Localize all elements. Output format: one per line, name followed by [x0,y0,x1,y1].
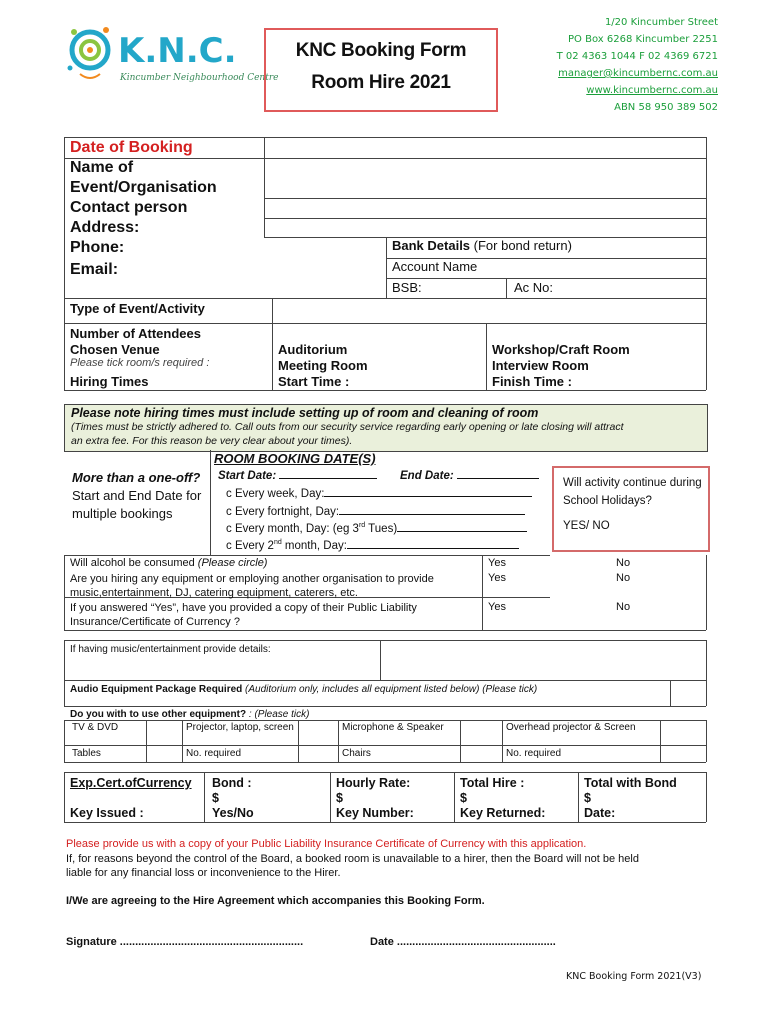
tv-dvd-tick[interactable] [148,722,180,744]
total-hire-label: Total Hire : $ Key Returned: [460,776,546,820]
equipment-no[interactable]: No [616,572,631,584]
key-issued-label: Key Issued : [70,806,144,820]
music-details-field[interactable] [382,642,704,679]
date-of-booking-field[interactable] [266,139,704,157]
tables-option: Tables [72,748,101,759]
bsb-label: BSB: [392,280,422,295]
hiring-times-label: Hiring Times [70,374,149,389]
account-name-label: Account Name [392,259,478,274]
school-holidays-question: Will activity continue during School Holidays? [563,477,702,507]
board-note-2: liable for any financial loss or inconvenience to the Hirer. [66,867,341,879]
phone-label: Phone: [70,239,125,256]
equipment-question: Are you hiring any equipment or employing another organisation to provide music,entertainment, DJ, catering equipment, caterers, etc. [70,573,434,599]
cert-of-currency-label: Exp.Cert.ofCurrency [70,776,192,790]
type-of-event-label: Type of Event/Activity [70,301,205,316]
insurance-yes[interactable]: Yes [488,601,506,613]
bond-label: Bond : $ Yes/No [212,776,254,820]
bank-details-label: Bank Details (For bond return) [392,238,572,253]
alcohol-yes[interactable]: Yes [488,557,506,569]
insurance-no[interactable]: No [616,601,631,613]
school-holidays-yes-no[interactable]: YES/ NO [563,520,610,532]
ac-no-label: Ac No: [514,280,554,295]
tick-note: Please tick room/s required : [70,357,210,369]
music-details-label: If having music/entertainment provide details: [70,644,271,655]
auditorium-option[interactable]: Auditorium [278,342,348,357]
start-end-label-1: Start and End Date for [72,488,202,503]
address-abn: ABN 58 950 389 502 [614,102,718,113]
overhead-option: Overhead projector & Screen [506,722,636,733]
agreement-statement: I/We are agreeing to the Hire Agreement which accompanies this Booking Form. [66,895,485,907]
microphone-tick[interactable] [462,722,500,744]
end-date-label: End Date: [400,470,539,482]
every-2nd-month-option[interactable]: c Every 2nd month, Day: [226,539,519,552]
contact-person-label: Contact person [70,199,188,216]
microphone-option: Microphone & Speaker [342,722,444,733]
svg-text:Kincumber Neighbourhood Centre: Kincumber Neighbourhood Centre [120,73,279,83]
hiring-note-box [64,404,708,452]
address-po-box: PO Box 6268 Kincumber 2251 [568,34,718,45]
date-of-booking-label: Date of Booking [70,139,193,156]
interview-room-option[interactable]: Interview Room [492,358,589,373]
every-month-option[interactable]: c Every month, Day: (eg 3rd Tues) [226,522,527,535]
meeting-room-option[interactable]: Meeting Room [278,358,368,373]
address-website[interactable]: www.kincumbernc.com.au [586,85,718,96]
address-block [557,14,718,116]
audio-package-tick[interactable] [672,682,704,704]
address-phone: T 02 4363 1044 F 02 4369 6721 [556,51,718,62]
form-title: KNC Booking Form [295,40,467,61]
form-title-box [264,28,498,112]
finish-time-label: Finish Time : [492,374,572,389]
every-week-option[interactable]: c Every week, Day: [226,488,532,500]
tables-no-required[interactable]: No. required [186,748,242,759]
alcohol-question: Will alcohol be consumed (Please circle) [70,557,268,569]
tv-dvd-option: TV & DVD [72,722,119,733]
school-holidays-box [552,466,710,552]
insurance-question: If you answered “Yes”, have you provided a copy of their Public Liability Insurance/Certificate of Currency ? [70,602,417,628]
address-street: 1/20 Kincumber Street [604,17,718,28]
projector-tick[interactable] [300,722,336,744]
hiring-note-line2: an extra fee. For this reason be very clear about your times). [71,435,353,447]
signature-date-field[interactable]: Date .................................................... [370,936,556,948]
start-time-label: Start Time : [278,374,350,389]
projector-option: Projector, laptop, screen [186,722,294,733]
logo-swirl-icon [68,27,110,78]
total-with-bond-label: Total with Bond $ Date: [584,776,677,820]
other-equipment-label: Do you with to use other equipment? : (Please tick) [70,709,310,720]
chairs-option: Chairs [342,748,371,759]
phone-email-field[interactable] [70,240,384,296]
every-fortnight-option[interactable]: c Every fortnight, Day: [226,506,525,518]
svg-text:K.N.C.: K.N.C. [118,31,237,71]
provide-copy-note: Please provide us with a copy of your Public Liability Insurance Certificate of Currency with this application. [66,838,587,850]
start-date-label: Start Date: [218,470,377,482]
hiring-note-line1: (Times must be strictly adhered to. Call outs from our security service regarding early opening or late closing will attract [71,421,624,433]
address-label: Address: [70,219,140,236]
address-field[interactable] [266,220,704,236]
form-subtitle: Room Hire 2021 [311,72,451,93]
address-email[interactable]: manager@kincumbernc.com.au [558,68,718,79]
board-note-1: If, for reasons beyond the control of the Board, a booked room is unavailable to a hirer, then the Board will not be held [66,853,639,865]
event-org-label: Event/Organisation [70,179,217,196]
overhead-tick[interactable] [662,722,704,744]
signature-field[interactable]: Signature ............................................................ [66,936,304,948]
equipment-yes[interactable]: Yes [488,572,506,584]
contact-person-field[interactable] [266,200,704,217]
hourly-rate-label: Hourly Rate: $ Key Number: [336,776,414,820]
form-version: KNC Booking Form 2021(V3) [566,971,702,982]
hiring-note-heading: Please note hiring times must include setting up of room and cleaning of room [71,406,539,420]
chosen-venue-label: Chosen Venue [70,342,160,357]
audio-package-label: Audio Equipment Package Required (Auditorium only, includes all equipment listed below) (Please tick) [70,684,538,695]
attendees-label: Number of Attendees [70,326,201,341]
alcohol-no[interactable]: No [616,557,631,569]
booking-dates-heading: ROOM BOOKING DATE(S) [214,451,376,466]
knc-logo [50,14,279,94]
more-than-one-off-label: More than a one-off? [72,470,201,485]
email-label: Email: [70,261,119,278]
start-end-label-2: multiple bookings [72,506,173,521]
name-of-label: Name of [70,159,134,176]
workshop-option[interactable]: Workshop/Craft Room [492,342,630,357]
chairs-no-required[interactable]: No. required [506,748,562,759]
event-org-field[interactable] [266,160,704,197]
